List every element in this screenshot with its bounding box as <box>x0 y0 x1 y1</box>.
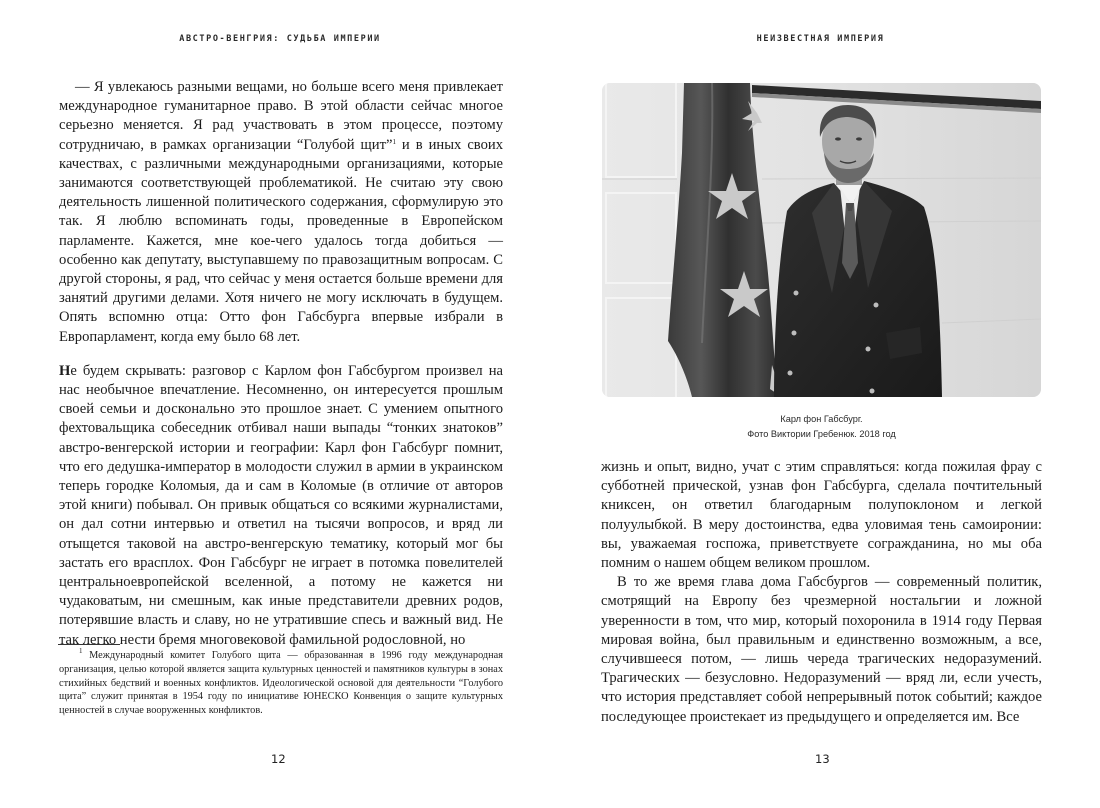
right-page <box>550 0 1100 808</box>
page-number-right: 13 <box>815 752 830 766</box>
photo-illustration <box>602 83 1041 397</box>
left-paragraph-2 <box>59 362 503 650</box>
footnote-mark: 1 <box>79 647 83 655</box>
running-head-left: АВСТРО-ВЕНГРИЯ: СУДЬБА ИМПЕРИИ <box>179 34 381 44</box>
footnote-reference-mark[interactable]: 1 <box>392 137 396 146</box>
running-head-right: НЕИЗВЕСТНАЯ ИМПЕРИЯ <box>756 34 885 44</box>
right-body-text <box>601 458 1042 727</box>
left-paragraph-1-text-a: — Я увлекаюсь разными вещами, но больше всего меня привлекает международное гуманитарное право. В этой области сейчас многое серьезно меняется. Я рад участвовать в этом процессе, поэтому сотрудничаю, в рамках организации “Голубой щит” <box>59 79 503 153</box>
caption-line-1: Карл фон Габсбург. <box>780 414 863 424</box>
caption-line-2: Фото Виктории Гребенюк. 2018 год <box>747 428 896 439</box>
page-number-left: 12 <box>271 752 286 766</box>
left-paragraph-1-text-b: и в иных своих качествах, с различными международными организациями, которые занимаются соответствующей проблематикой. Не считаю эту свою деятельность лишенной политического содержания, сформулирую это так. Я люблю вспоминать годы, проведенные в Европейском парламенте. Кажется, мне кое-чего удалось тогда добиться — особенно как депутату, выступавшему по правозащитным вопросам. С другой стороны, я рад, что сейчас у меня остается больше времени для занятий другими делами. Хотя ничего не могу исключать в будущем. Опять вспомню отца: Отто фон Габсбурга впервые избрали в Европарламент, когда ему было 68 лет. <box>59 136 503 345</box>
left-body-text <box>59 78 503 650</box>
right-paragraph-1: жизнь и опыт, видно, учат с этим справляться: когда пожилая фрау с субботней прической, узнав фон Габсбурга, сделала почтительный книксен, он ответил благодарным полупоклоном и легкой полуулыбкой. В меру достоинства, едва уловимая тень самоиронии: вы, уважаемая госпожа, приветствуете согражданина, но мы оба помним о нашем общем великом прошлом. <box>601 459 1042 572</box>
footnote-separator <box>58 644 120 645</box>
paragraph-lead-letter: Н <box>59 362 71 379</box>
footnote-text: Международный комитет Голубого щита — образованная в 1996 году международная организация, целью которой является защита культурных ценностей и памятников культуры в зонах стихийных бедствий и военных конфликтов. Идеологической основой для деятельности “Голубого щита” служит принятая в 1954 году по инициативе ЮНЕСКО Конвенция о защите культурных ценностей в случае вооруженных конфликтов. <box>59 650 503 717</box>
photo-caption <box>602 412 1041 441</box>
left-paragraph-2-text: е будем скрывать: разговор с Карлом фон Габсбургом произвел на нас необычное впечатление. Несомненно, он интересуется прошлым своей семьи и досконально это прошлое знает. С умением опытного фехтовальщика собеседник отбивал наши выпады “тонких знатоков” австро-венгерской истории и географии: Карл фон Габсбург помнит, что его дедушка-император в молодости служил в армии в украинском теперь городке Коломыя, да и сам в Коломые (в отличие от авторов этой книги) побывал. Он привык общаться со всякими журналистами, он дал сотни интервью и ответил на тысячи вопросов, и вряд ли отыщется таковой на австро-венгерскую тематику, который мог бы застать его врасплох. Фон Габсбург не играет в потомка повелителей центральноевропейской вселенной, а потому не кажется ни чудаковатым, ни смешным, как иные представители древних родов, потерявшие власть и славу, но не утратившие спесь и важный вид. Не так легко нести бремя многовековой фамильной родословной, но <box>59 362 503 648</box>
footnote <box>59 649 503 718</box>
left-paragraph-1 <box>59 78 503 347</box>
portrait-photo <box>602 83 1041 397</box>
right-paragraph-2: В то же время глава дома Габсбургов — современный политик, смотрящий на Европу без чрезмерной ностальгии и ложной уверенности в том, что мир, который похоронила в 1914 году Первая мировая война, был правильным и единственно возможным, а все, случившееся потом, — лишь череда трагических недоразумений. Трагических — безусловно. Недоразумений — вряд ли, если учесть, что история представляет собой непрерывный поток событий; каждое последующее проистекает из предыдущего и определяется им. Все <box>601 574 1042 725</box>
